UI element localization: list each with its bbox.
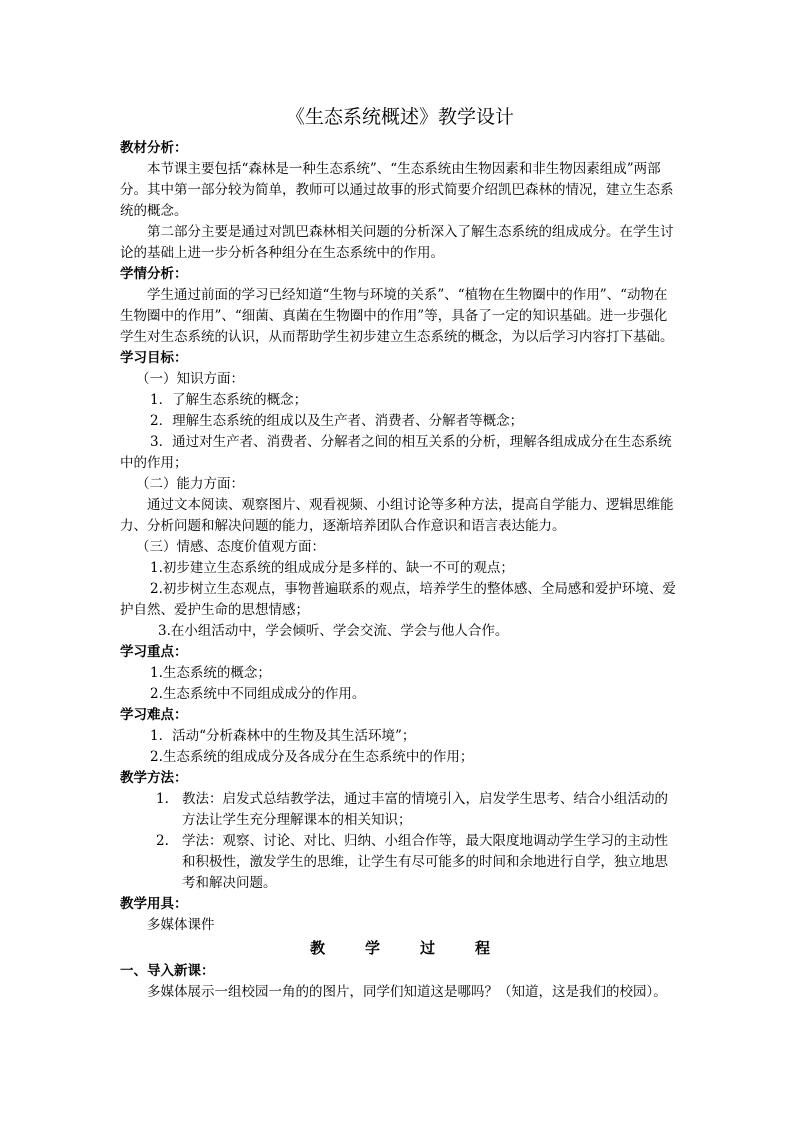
material-paragraph-1: 本节课主要包括“森林是一种生态系统”、“生态系统由生物因素和非生物因素组成”两部分。其中第一部分较为简单，教师可以通过故事的形式简要介绍凯巴森林的情况，建立生态系统的概念。 bbox=[120, 161, 674, 219]
section-material bbox=[120, 138, 680, 264]
section-key-points bbox=[120, 642, 680, 705]
method-item bbox=[120, 789, 680, 831]
heading-difficulties: 学习难点： bbox=[120, 707, 188, 723]
method-item bbox=[120, 831, 680, 894]
goals-emotion-label: （三）情感、态度价值观方面： bbox=[136, 539, 325, 555]
heading-process: 教学过程 bbox=[309, 939, 530, 957]
method-text: 学法：观察、讨论、对比、归纳、小组合作等，最大限度地调动学生学习的主动性和积极性，激发学生的思维，让学生有尽可能多的时间和余地进行自学，独立地思考和解决问题。 bbox=[182, 833, 668, 891]
students-paragraph: 学生通过前面的学习已经知道“生物与环境的关系”、“植物在生物圈中的作用”、“动物在生物圈中的作用”、“细菌、真菌在生物圈中的作用”等，具备了一定的知识基础。进一步强化学生对生态系统的认识，从而帮助学生初步建立生态系统的概念，为以后学习内容打下基础。 bbox=[120, 287, 674, 345]
method-text: 教法：启发式总结教学法，通过丰富的情境引入，启发学生思考、结合小组活动的方法让学生充分理解课本的相关知识； bbox=[182, 791, 668, 828]
document-title: 《生态系统概述》教学设计 bbox=[285, 106, 514, 128]
method-number: 2. bbox=[156, 833, 169, 849]
material-paragraph-2: 第二部分主要是通过对凯巴森林相关问题的分析深入了解生态系统的组成成分。在学生讨论的基础上进一步分析各种组分在生态系统中的作用。 bbox=[120, 224, 674, 261]
section-methods bbox=[120, 768, 680, 894]
heading-key-points: 学习重点： bbox=[120, 644, 188, 660]
goals-knowledge-item: 1．了解生态系统的概念； bbox=[150, 392, 308, 408]
heading-students: 学情分析： bbox=[120, 266, 188, 282]
goals-emotion-item: 1.初步建立生态系统的组成成分是多样的、缺一不可的观点； bbox=[150, 560, 514, 576]
goals-knowledge-label: （一）知识方面： bbox=[136, 371, 244, 387]
section-goals bbox=[120, 348, 680, 642]
section-tools bbox=[120, 894, 680, 936]
difficulty-item: 2.生态系统的组成成分及各成分在生态系统中的作用； bbox=[150, 749, 474, 765]
intro-text: 多媒体展示一组校园一角的的图片，同学们知道这是哪吗？（知道，这是我们的校园）。 bbox=[147, 984, 667, 1000]
key-point-item: 2.生态系统中不同组成成分的作用。 bbox=[150, 686, 366, 702]
goals-knowledge-item: 3．通过对生产者、消费者、分解者之间的相互关系的分析，理解各组成成分在生态系统中的作用； bbox=[120, 434, 672, 471]
goals-emotion-item: 2.初步树立生态观点，事物普遍联系的观点，培养学生的整体感、全局感和爱护环境、爱护自然、爱护生命的思想情感； bbox=[120, 581, 676, 618]
section-intro bbox=[120, 961, 680, 1003]
key-point-item: 1.生态系统的概念； bbox=[150, 665, 271, 681]
difficulty-item: 1．活动“分析森林中的生物及其生活环境”； bbox=[150, 728, 416, 744]
goals-ability-text: 通过文本阅读、观察图片、观看视频、小组讨论等多种方法，提高自学能力、逻辑思维能力、分析问题和解决问题的能力，逐渐培养团队合作意识和语言表达能力。 bbox=[120, 497, 674, 534]
goals-knowledge-item: 2．理解生态系统的组成以及生产者、消费者、分解者等概念； bbox=[150, 413, 524, 429]
heading-methods: 教学方法： bbox=[120, 770, 188, 786]
goals-emotion-item: 3.在小组活动中，学会倾听、学会交流、学会与他人合作。 bbox=[158, 623, 509, 639]
heading-intro: 一、导入新课： bbox=[120, 963, 215, 979]
goals-ability-label: （二）能力方面： bbox=[136, 476, 244, 492]
section-students bbox=[120, 264, 680, 348]
tools-text: 多媒体课件 bbox=[147, 917, 215, 933]
method-number: 1. bbox=[156, 791, 169, 807]
document-body bbox=[120, 104, 680, 1003]
section-difficulties bbox=[120, 705, 680, 768]
heading-goals: 学习目标： bbox=[120, 350, 188, 366]
heading-tools: 教学用具： bbox=[120, 896, 188, 912]
heading-material: 教材分析： bbox=[120, 140, 188, 156]
